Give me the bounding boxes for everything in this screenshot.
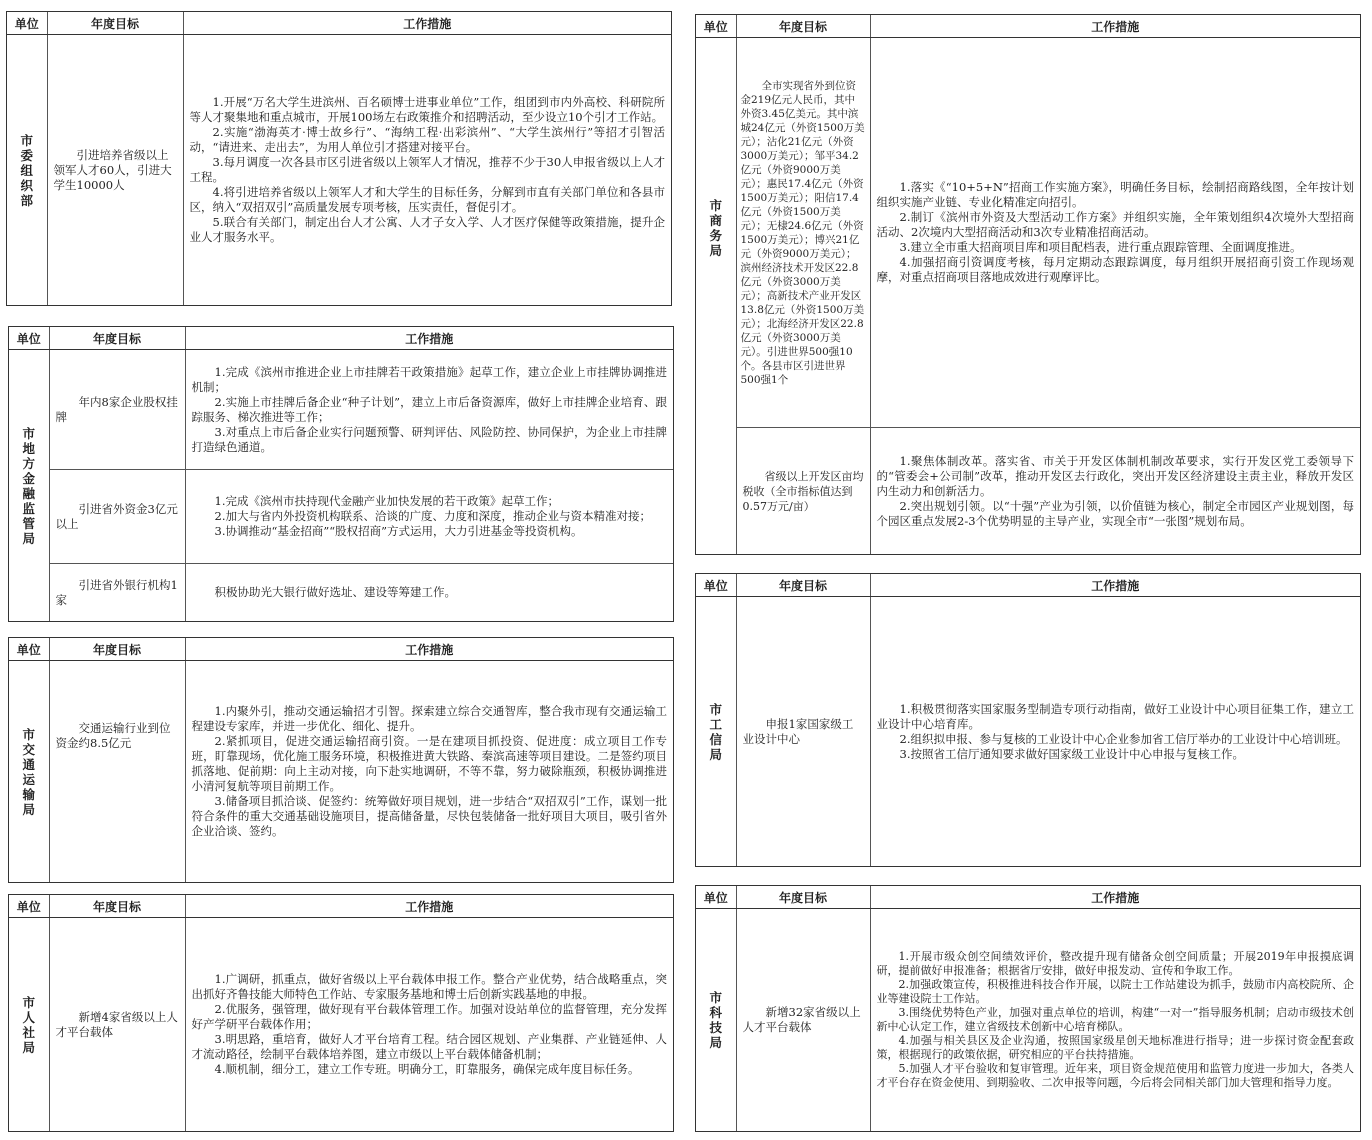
- table-commerce-bureau: [695, 14, 1361, 555]
- unit-name: 市人社局: [22, 994, 35, 1055]
- measure-item: 2.实施上市挂牌后备企业“种子计划”，建立上市后备资源库，做好上市挂牌企业培育、跟踪服务、梯次推进等工作；: [191, 394, 667, 424]
- header-measures: 工作措施: [870, 15, 1360, 38]
- measure-item: 4.顺机制，细分工，建立工作专班。明确分工，盯靠服务，确保完成年度目标任务。: [214, 1062, 640, 1076]
- header-goal: 年度目标: [736, 886, 870, 909]
- unit-name: 市交通运输局: [22, 726, 35, 817]
- measure-item: 4.加强招商引资调度考核，每月定期动态跟踪调度，每月组织开展招商引资工作现场观摩，对重点招商项目落地成效进行观摩评比。: [876, 255, 1354, 284]
- header-unit: 单位: [7, 12, 47, 35]
- header-unit: 单位: [9, 638, 49, 661]
- goal-cell: [736, 428, 870, 555]
- unit-cell: [9, 350, 49, 622]
- goal-cell: [47, 35, 183, 306]
- measure-item: 2.组织拟申报、参与复核的工业设计中心企业参加省工信厅举办的工业设计中心培训班。: [899, 731, 1348, 746]
- goal-cell: [736, 909, 870, 1132]
- measure-item: 2.突出规划引领。以“十强”产业为引领，以价值链为核心，制定全市园区产业规划图，每个园区重点发展2-3个优势明显的主导产业，实现全市“一张图”规划布局。: [876, 498, 1354, 528]
- goal-text: 省级以上开发区亩均税收（全市指标值达到0.57万元/亩）: [742, 469, 864, 513]
- measures-cell: [183, 35, 671, 306]
- measure-item: 1.内聚外引，推动交通运输招才引智。探索建立综合交通智库，整合我市现有交通运输工程建设专家库，并进一步优化、细化、提升。: [191, 704, 667, 733]
- goal-text: 引进省外资金3亿元以上: [55, 501, 178, 531]
- table-hr-social-bureau: [8, 894, 674, 1132]
- goal-cell: [49, 661, 185, 883]
- measure-item: 3.按照省工信厅通知要求做好国家级工业设计中心申报与复核工作。: [899, 746, 1244, 761]
- measures-cell: [185, 470, 673, 564]
- measure-item: 5.加强人才平台验收和复审管理。近年来，项目资金规范使用和监管力度进一步加大，各类人才平台存在资金使用、到期验收、二次申报等问题，今后将会同相关部门加大管理和指导力度。: [876, 1062, 1354, 1089]
- header-measures: 工作措施: [185, 895, 673, 918]
- measures-cell: [870, 909, 1360, 1132]
- measure-item: 2.加大与省内外投资机构联系、洽谈的广度、力度和深度，推动企业与资本精准对接；: [214, 509, 651, 523]
- table-industry-it-bureau: [695, 573, 1361, 867]
- table-organization-dept: [6, 11, 672, 306]
- header-measures: 工作措施: [185, 327, 673, 350]
- measure-item: 1.积极贯彻落实国家服务型制造专项行动指南，做好工业设计中心项目征集工作，建立工业设计中心培育库。: [876, 701, 1354, 731]
- measures-cell: [185, 350, 673, 470]
- goal-text: 新增4家省级以上人才平台载体: [55, 1009, 178, 1039]
- measure-item: 3.明思路，重培育，做好人才平台培育工程。结合园区规划、产业集群、产业链延伸、人才流动路径，绘制平台载体培养图，建立市级以上平台载体储备机制；: [191, 1032, 667, 1061]
- goal-text: 年内8家企业股权挂牌: [55, 394, 178, 424]
- table-finance-regulation: [8, 326, 674, 622]
- unit-cell: [696, 38, 736, 555]
- goal-text: 交通运输行业到位资金约8.5亿元: [55, 721, 171, 750]
- measure-item: 1.完成《滨州市推进企业上市挂牌若干政策措施》起草工作，建立企业上市挂牌协调推进机制；: [191, 364, 667, 394]
- unit-name: 市工信局: [709, 701, 722, 762]
- unit-cell: [9, 661, 49, 883]
- header-measures: 工作措施: [183, 12, 671, 35]
- measure-item: 2.加强政策宣传，积极推进科技合作开展，以院士工作站建设为抓手，鼓励市内高校院所、企业等建设院士工作站。: [876, 978, 1354, 1005]
- goal-text: 全市实现省外到位资金219亿元人民币，其中外资3.45亿美元。其中滨城24亿元（外资1500万美元）；沾化21亿元（外资3000万美元）；邹平34.2亿元（外资9000万美元）；惠民17.4亿元（外资1500万美元）；阳信17.4亿元（外资1500万美元）；无棣24.6亿元（外资1500万美元）；博兴21亿元（外资9000万美元）；滨州经济技术开发区22.8亿元（外资3000万美元）；高新技术产业开发区13.8亿元（外资1500万美元）；北海经济开发区22.8亿元（外资3000万美元）。引进世界500强10个。各县市区引进世界500强1个: [740, 79, 865, 386]
- measures-cell: [185, 564, 673, 622]
- unit-cell: [696, 909, 736, 1132]
- measures-cell: [185, 661, 673, 883]
- goal-text: 引进培养省级以上领军人才60人，引进大学生10000人: [53, 147, 172, 192]
- measure-item: 2.紧抓项目，促进交通运输招商引资。一是在建项目抓投资、促进度：成立项目工作专班，盯靠现场，优化施工服务环境，积极推进黄大铁路、秦滨高速等项目建设。二是签约项目抓落地、促前期：向上主动对接，向下赴实地调研，不等不靠，努力破除瓶颈，积极协调推进小清河复航等项目前期工作。: [191, 734, 667, 793]
- measure-item: 1.完成《滨州市扶持现代金融产业加快发展的若干政策》起草工作；: [214, 494, 559, 508]
- measure-item: 3.围绕优势特色产业，加强对重点单位的培训，构建“一对一”指导服务机制；启动市级技术创新中心认定工作，建立省级技术创新中心培育梯队。: [876, 1006, 1354, 1033]
- measure-item: 3.协调推动“基金招商”“股权招商”方式运用，大力引进基金等投资机构。: [214, 524, 583, 538]
- measure-item: 2.制订《滨州市外资及大型活动工作方案》并组织实施，全年策划组织4次境外大型招商活动、2次境内大型招商活动和3次专业精准招商活动。: [876, 210, 1354, 239]
- measure-item: 4.加强与相关县区及企业沟通，按照国家级星创天地标准进行指导；进一步探讨资金配套政策，根据现行的政策依据，研究相应的平台扶持措施。: [876, 1034, 1354, 1061]
- goal-text: 新增32家省级以上人才平台载体: [742, 1005, 861, 1034]
- measure-item: 1.开展市级众创空间绩效评价，整改提升现有储备众创空间质量；开展2019年申报摸底调研，提前做好申报准备；根据省厅安排，做好申报发动、宣传和争取工作。: [876, 950, 1354, 977]
- header-measures: 工作措施: [870, 574, 1360, 597]
- header-goal: 年度目标: [49, 895, 185, 918]
- unit-cell: [9, 918, 49, 1132]
- measure-item: 3.储备项目抓洽谈、促签约：统筹做好项目规划，进一步结合“双招双引”工作，谋划一批符合条件的重大交通基础设施项目，提高储备量，尽快包装储备一批好项目大项目，吸引省外企业洽谈、签约。: [191, 794, 667, 838]
- unit-name: 市委组织部: [20, 132, 33, 208]
- header-goal: 年度目标: [736, 15, 870, 38]
- unit-cell: [696, 597, 736, 867]
- measures-cell: [185, 918, 673, 1132]
- header-measures: 工作措施: [185, 638, 673, 661]
- header-goal: 年度目标: [736, 574, 870, 597]
- goal-cell: [49, 470, 185, 564]
- header-unit: 单位: [696, 15, 736, 38]
- measure-item: 1.落实《“10+5+N”招商工作实施方案》，明确任务目标，绘制招商路线图，全年按计划组织实施产业链、专业化精准定向招引。: [876, 180, 1354, 209]
- goal-cell: [49, 350, 185, 470]
- header-goal: 年度目标: [47, 12, 183, 35]
- header-measures: 工作措施: [870, 886, 1360, 909]
- goal-text: 申报1家国家级工业设计中心: [742, 716, 854, 746]
- goal-text: 引进省外银行机构1家: [55, 577, 178, 607]
- unit-name: 市商务局: [709, 198, 722, 258]
- header-goal: 年度目标: [49, 327, 185, 350]
- measures-cell: [870, 428, 1360, 555]
- measure-item: 3.建立全市重大招商项目库和项目配档表，进行重点跟踪管理、全面调度推进。: [899, 240, 1302, 254]
- measure-item: 4.将引进培养省级以上领军人才和大学生的目标任务，分解到市直有关部门单位和各县市区，纳入“双招双引”高质量发展专项考核，压实责任，督促引才。: [189, 185, 665, 214]
- measure-item: 1.广调研，抓重点，做好省级以上平台载体申报工作。整合产业优势，结合战略重点，突出抓好齐鲁技能大师特色工作站、专家服务基地和博士后创新实践基地的申报。: [191, 972, 667, 1001]
- header-unit: 单位: [696, 574, 736, 597]
- measure-item: 3.每月调度一次各县市区引进省级以上领军人才情况，推荐不少于30人申报省级以上人才工程。: [189, 155, 665, 184]
- goal-cell: [49, 918, 185, 1132]
- unit-cell: [7, 35, 47, 306]
- measure-item: 1.聚焦体制改革。落实省、市关于开发区体制机制改革要求，实行开发区党工委领导下的“管委会+公司制”改革，推动开发区去行政化，突出开发区经济建设主责主业，释放开发区内生动力和创新活力。: [876, 453, 1354, 498]
- table-transport-bureau: [8, 637, 674, 883]
- measures-cell: [870, 597, 1360, 867]
- unit-name: 市科技局: [709, 990, 722, 1050]
- header-unit: 单位: [9, 327, 49, 350]
- unit-name: 市地方金融监管局: [22, 425, 35, 546]
- measure-item: 积极协助光大银行做好选址、建设等筹建工作。: [214, 585, 456, 599]
- goal-cell: [736, 38, 870, 428]
- measure-item: 1.开展“万名大学生进滨州、百名硕博士进事业单位”工作，组团到市内外高校、科研院所等人才聚集地和重点城市，开展100场左右政策推介和招聘活动，至少设立10个引才工作站。: [189, 95, 665, 124]
- goal-cell: [736, 597, 870, 867]
- header-unit: 单位: [9, 895, 49, 918]
- goal-cell: [49, 564, 185, 622]
- measure-item: 5.联合有关部门，制定出台人才公寓、人才子女入学、人才医疗保健等政策措施，提升企业人才服务水平。: [189, 215, 665, 244]
- measures-cell: [870, 38, 1360, 428]
- table-science-tech-bureau: [695, 885, 1361, 1132]
- header-goal: 年度目标: [49, 638, 185, 661]
- measure-item: 3.对重点上市后备企业实行问题预警、研判评估、风险防控、协同保护，为企业上市挂牌打造绿色通道。: [191, 424, 667, 454]
- header-unit: 单位: [696, 886, 736, 909]
- measure-item: 2.实施“渤海英才·博士故乡行”、“海纳工程·出彩滨州”、“大学生滨州行”等招才引智活动，“请进来、走出去”，为用人单位引才搭建对接平台。: [189, 125, 665, 154]
- measure-item: 2.优服务，强管理，做好现有平台载体管理工作。加强对设站单位的监督管理，充分发挥好产学研平台载体作用；: [191, 1002, 667, 1031]
